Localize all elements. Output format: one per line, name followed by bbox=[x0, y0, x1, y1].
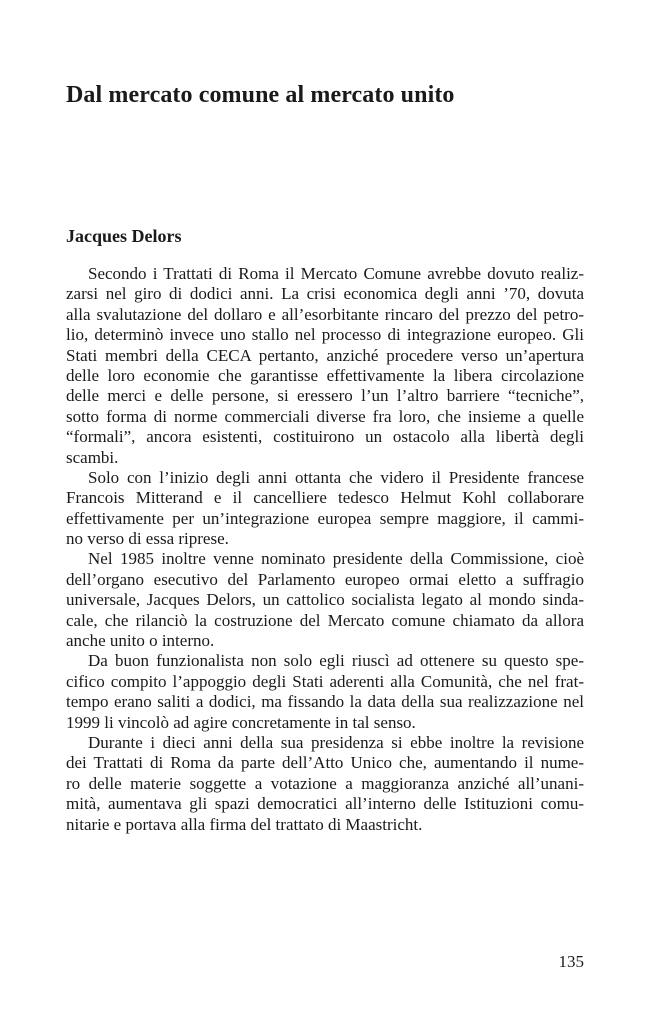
author-name: Jacques Delors bbox=[66, 226, 182, 246]
text-line: anche unito o interno. bbox=[66, 631, 215, 651]
text-line: Da buon funzionalista non solo egli riuscì ad ottenere su questo spe- bbox=[88, 651, 584, 671]
text-line: universale, Jacques Delors, un cattolico socialista legato al mondo sinda- bbox=[66, 590, 584, 610]
text-line: cale, che rilanciò la costruzione del Mercato comune chiamato da allora bbox=[66, 610, 584, 630]
paragraph bbox=[66, 468, 584, 550]
text-line: Secondo i Trattati di Roma il Mercato Comune avrebbe dovuto realiz- bbox=[88, 264, 584, 283]
text-line: ro delle materie soggette a votazione a maggioranza anziché all’unani- bbox=[66, 773, 584, 793]
text-line: Durante i dieci anni della sua presidenza si ebbe inoltre la revisione bbox=[88, 732, 584, 752]
text-line: sotto forma di norme commerciali diverse fra loro, che insieme a quelle bbox=[66, 406, 584, 426]
text-line: Nel 1985 inoltre venne nominato presidente della Commissione, cioè bbox=[88, 549, 584, 569]
text-line: alla svalutazione del dollaro e all’esorbitante rincaro del prezzo del petro- bbox=[66, 304, 584, 324]
body-text bbox=[66, 264, 584, 835]
chapter-title: Dal mercato comune al mercato unito bbox=[66, 82, 455, 108]
text-line: Francois Mitterand e il cancelliere tedesco Helmut Kohl collaborare bbox=[66, 488, 584, 508]
paragraph bbox=[66, 549, 584, 651]
text-line: zarsi nel giro di dodici anni. La crisi economica degli anni ’70, dovuta bbox=[66, 284, 584, 304]
text-line: dei Trattati di Roma da parte dell’Atto Unico che, aumentando il nume- bbox=[66, 753, 584, 773]
text-line: tempo erano saliti a dodici, ma fissando la data della sua realizzazione nel bbox=[66, 692, 584, 712]
text-line: “formali”, ancora esistenti, costituirono un ostacolo alla libertà degli bbox=[66, 427, 584, 447]
paragraph bbox=[66, 651, 584, 733]
text-line: delle merci e delle persone, si eressero l’un l’altro barriere “tecniche”, bbox=[66, 386, 584, 406]
paragraph bbox=[66, 264, 584, 468]
text-line: dell’organo esecutivo del Parlamento europeo ormai eletto a suffragio bbox=[66, 569, 584, 589]
text-line: effettivamente per un’integrazione europea sempre maggiore, il cammi- bbox=[66, 508, 584, 528]
text-line: mità, aumentava gli spazi democratici all’interno delle Istituzioni comu- bbox=[66, 794, 584, 814]
text-line: lio, determinò invece uno stallo nel processo di integrazione europeo. Gli bbox=[66, 325, 584, 345]
text-line: cifico compito l’appoggio degli Stati aderenti alla Comunità, che nel frat- bbox=[66, 671, 584, 691]
page-number: 135 bbox=[558, 952, 584, 971]
text-line: Solo con l’inizio degli anni ottanta che videro il Presidente francese bbox=[88, 467, 584, 487]
text-line: no verso di essa riprese. bbox=[66, 529, 229, 549]
text-line: Stati membri della CECA pertanto, anziché procedere verso un’apertura bbox=[66, 345, 584, 365]
text-line: nitarie e portava alla firma del trattato di Maastricht. bbox=[66, 814, 423, 834]
text-line: 1999 li vincolò ad agire concretamente in tal senso. bbox=[66, 712, 416, 732]
text-line: scambi. bbox=[66, 447, 119, 467]
text-line: delle loro economie che garantisse effettivamente la libera circolazione bbox=[66, 365, 584, 385]
paragraph bbox=[66, 733, 584, 835]
